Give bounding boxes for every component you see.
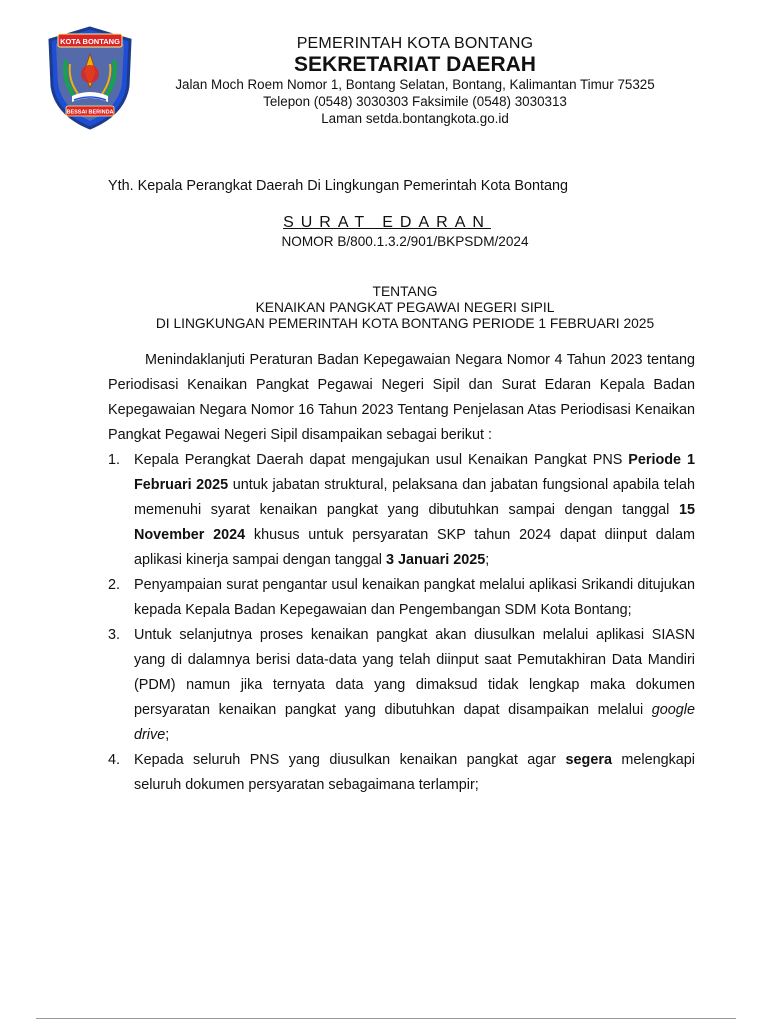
points-list: [108, 448, 695, 798]
subject-line-2: DI LINGKUNGAN PEMERINTAH KOTA BONTANG PERIODE 1 FEBRUARI 2025: [155, 316, 655, 331]
page-bottom-rule: [36, 1018, 736, 1019]
circular-title: SURAT EDARAN: [283, 214, 491, 231]
subject-block: [0, 284, 768, 332]
list-item-number: 2.: [108, 577, 121, 593]
svg-text:BESSAI BERINDA: BESSAI BERINDA: [66, 109, 114, 116]
office-website: Laman setda.bontangkota.go.id: [321, 111, 509, 126]
subject-label: TENTANG: [372, 284, 438, 299]
bold-run: 15 November 2024: [134, 502, 695, 543]
government-name: PEMERINTAH KOTA BONTANG: [296, 35, 534, 52]
list-item: [108, 623, 695, 748]
circular-number: NOMOR B/800.1.3.2/901/BKPSDM/2024: [281, 234, 529, 249]
kota-bontang-emblem-icon: [44, 26, 136, 130]
bold-run: Periode 1 Februari 2025: [134, 452, 695, 493]
list-item-number: 3.: [108, 627, 121, 643]
text-run: Kepada seluruh PNS yang diusulkan kenaikan pangkat agar: [134, 752, 566, 768]
list-item: [108, 573, 695, 623]
list-item-number: 4.: [108, 752, 121, 768]
text-run: ;: [165, 727, 170, 743]
letter-body: [108, 348, 695, 798]
list-item: [108, 748, 695, 798]
subject-line-1: KENAIKAN PANGKAT PEGAWAI NEGERI SIPIL: [255, 300, 555, 315]
intro-paragraph: Menindaklanjuti Peraturan Badan Kepegawaian Negara Nomor 4 Tahun 2023 tentang Periodisasi Kenaikan Pangkat Pegawai Negeri Sipil dan Surat Edaran Kepala Badan Kepegawaian Negara Nomor 16 Tahun 2023 Tentang Penjelasan Atas Periodisasi Kenaikan Pangkat Pegawai Negeri Sipil disampaikan sebagai berikut :: [108, 352, 695, 443]
text-run: melengkapi seluruh dokumen persyaratan sebagaimana terlampir;: [134, 752, 695, 793]
office-name: SEKRETARIAT DAERAH: [294, 53, 536, 76]
bold-run: segera: [565, 752, 612, 768]
text-run: khusus untuk persyaratan SKP tahun 2024 dapat diinput dalam aplikasi kinerja sampai dengan tanggal: [134, 527, 695, 568]
text-run: untuk jabatan struktural, pelaksana dan jabatan fungsional apabila telah memenuhi syarat kenaikan pangkat yang dibutuhkan sampai dengan tanggal: [134, 477, 695, 518]
addressee: Yth. Kepala Perangkat Daerah Di Lingkungan Pemerintah Kota Bontang: [108, 178, 569, 194]
list-item-number: 1.: [108, 452, 121, 468]
bold-run: 3 Januari 2025: [386, 552, 486, 568]
text-run: Kepala Perangkat Daerah dapat mengajukan usul Kenaikan Pangkat PNS: [134, 452, 629, 468]
letterhead: [150, 35, 680, 127]
circular-title-wrap: [0, 214, 768, 232]
list-item: [108, 448, 695, 573]
office-phone: Telepon (0548) 3030303 Faksimile (0548) 3030313: [263, 94, 567, 109]
office-address: Jalan Moch Roem Nomor 1, Bontang Selatan, Bontang, Kalimantan Timur 75325: [175, 77, 655, 92]
italic-run: google drive: [134, 702, 695, 743]
text-run: Penyampaian surat pengantar usul kenaikan pangkat melalui aplikasi Srikandi ditujukan kepada Kepala Badan Kepegawaian dan Pengembangan SDM Kota Bontang;: [134, 577, 695, 618]
text-run: Untuk selanjutnya proses kenaikan pangkat akan diusulkan melalui aplikasi SIASN yang di dalamnya berisi data-data yang telah diinput saat Pemutakhiran Data Mandiri (PDM) namun jika ternyata data yang dimaksud tidak lengkap maka dokumen persyaratan kenaikan pangkat yang dibutuhkan dapat disampaikan melalui: [134, 627, 695, 718]
svg-text:KOTA BONTANG: KOTA BONTANG: [60, 37, 120, 46]
text-run: ;: [485, 552, 490, 568]
